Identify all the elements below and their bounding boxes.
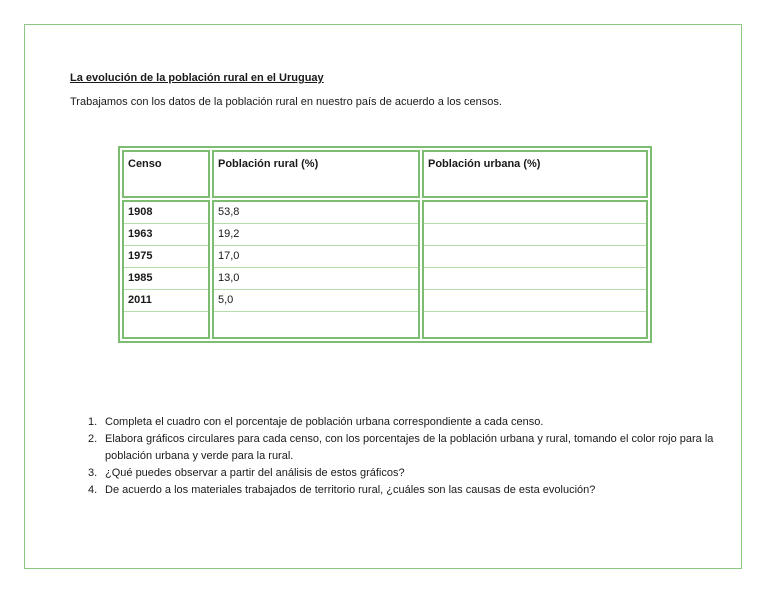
row-divider <box>424 223 646 224</box>
cell-censo: 1963 <box>128 228 153 240</box>
row-divider <box>214 311 418 312</box>
cell-rural: 53,8 <box>218 206 240 218</box>
census-table <box>118 146 652 343</box>
header-poblacion-urbana: Población urbana (%) <box>428 158 541 170</box>
row-divider <box>214 267 418 268</box>
row-divider <box>124 245 208 246</box>
row-divider <box>424 245 646 246</box>
question-text: Completa el cuadro con el porcentaje de población urbana correspondiente a cada censo. <box>105 416 544 428</box>
question-text: Elabora gráficos circulares para cada censo, con los porcentajes de la población urbana y rural, tomando el color rojo para la población urbana y verde para la rural. <box>105 433 714 462</box>
row-divider <box>124 223 208 224</box>
list-number: 2. <box>88 433 98 445</box>
header-poblacion-rural: Población rural (%) <box>218 158 319 170</box>
row-divider <box>124 289 208 290</box>
row-divider <box>424 289 646 290</box>
cell-censo: 1908 <box>128 206 153 218</box>
body-column-censo <box>122 200 210 339</box>
list-item <box>88 431 728 465</box>
body-column-rural <box>212 200 420 339</box>
body-column-urbana <box>422 200 648 339</box>
row-divider <box>424 267 646 268</box>
question-text: De acuerdo a los materiales trabajados de territorio rural, ¿cuáles son las causas de esta evolución? <box>105 484 596 496</box>
document-title: La evolución de la población rural en el Uruguay <box>70 72 324 84</box>
row-divider <box>424 311 646 312</box>
cell-censo: 1975 <box>128 250 153 262</box>
row-divider <box>214 289 418 290</box>
list-number: 3. <box>88 467 98 479</box>
document-page <box>24 24 742 569</box>
list-item <box>88 414 728 431</box>
row-divider <box>214 223 418 224</box>
cell-rural: 5,0 <box>218 294 234 306</box>
row-divider <box>214 245 418 246</box>
list-number: 4. <box>88 484 98 496</box>
intro-paragraph: Trabajamos con los datos de la población rural en nuestro país de acuerdo a los censos. <box>70 96 502 108</box>
list-item <box>88 482 728 499</box>
row-divider <box>124 267 208 268</box>
list-number: 1. <box>88 416 98 428</box>
cell-rural: 13,0 <box>218 272 240 284</box>
list-item <box>88 465 728 482</box>
cell-rural: 17,0 <box>218 250 240 262</box>
header-censo: Censo <box>128 158 162 170</box>
questions-list <box>88 414 728 499</box>
cell-censo: 2011 <box>128 294 152 306</box>
cell-rural: 19,2 <box>218 228 240 240</box>
row-divider <box>124 311 208 312</box>
cell-censo: 1985 <box>128 272 153 284</box>
question-text: ¿Qué puedes observar a partir del análisis de estos gráficos? <box>105 467 405 479</box>
